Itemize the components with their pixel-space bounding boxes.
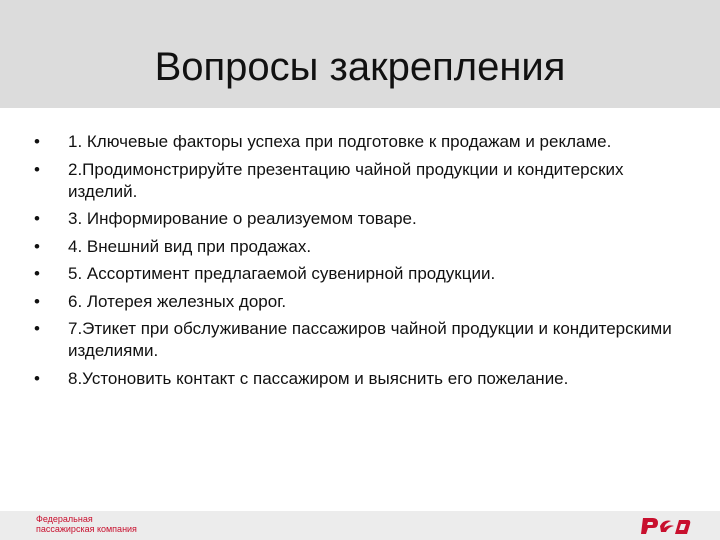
slide-title: Вопросы закрепления xyxy=(154,45,566,89)
bullet-item xyxy=(34,368,674,390)
bullet-text: 3. Информирование о реализуемом товаре. xyxy=(68,209,417,228)
bullet-marker: • xyxy=(34,132,40,151)
bullet-text: 1. Ключевые факторы успеха при подготовке к продажам и рекламе. xyxy=(68,132,612,151)
bullet-item xyxy=(34,131,674,153)
bullet-text: 4. Внешний вид при продажах. xyxy=(68,236,312,256)
bullet-item xyxy=(34,318,674,362)
bullet-item xyxy=(34,263,674,285)
company-name-line1: Федеральная xyxy=(36,514,93,524)
bullet-marker: • xyxy=(34,264,40,283)
bullet-marker: • xyxy=(34,236,40,256)
bullet-marker: • xyxy=(34,319,40,338)
company-name-line2: пассажирская компания xyxy=(36,524,137,534)
company-name xyxy=(36,514,137,534)
bullet-item xyxy=(34,208,674,230)
bullet-text: 6. Лотерея железных дорог. xyxy=(68,291,287,311)
bullet-text: 2.Продимонстрируйте презентацию чайной продукции и кондитерских изделий. xyxy=(68,159,624,201)
bullet-list xyxy=(34,131,674,395)
bullet-item xyxy=(34,159,674,203)
rzd-logo-icon xyxy=(640,514,692,536)
bullet-text: 7.Этикет при обслуживание пассажиров чайной продукции и кондитерскими изделиями. xyxy=(68,319,672,360)
bullet-text: 5. Ассортимент предлагаемой сувенирной продукции. xyxy=(68,264,496,283)
bullet-text: 8.Устоновить контакт с пассажиром и выяснить его пожелание. xyxy=(68,368,569,388)
bullet-marker: • xyxy=(34,368,40,388)
bullet-item xyxy=(34,291,674,313)
bullet-item xyxy=(34,236,674,258)
bullet-marker: • xyxy=(34,209,40,228)
bullet-marker: • xyxy=(34,291,40,311)
bullet-marker: • xyxy=(34,159,40,179)
